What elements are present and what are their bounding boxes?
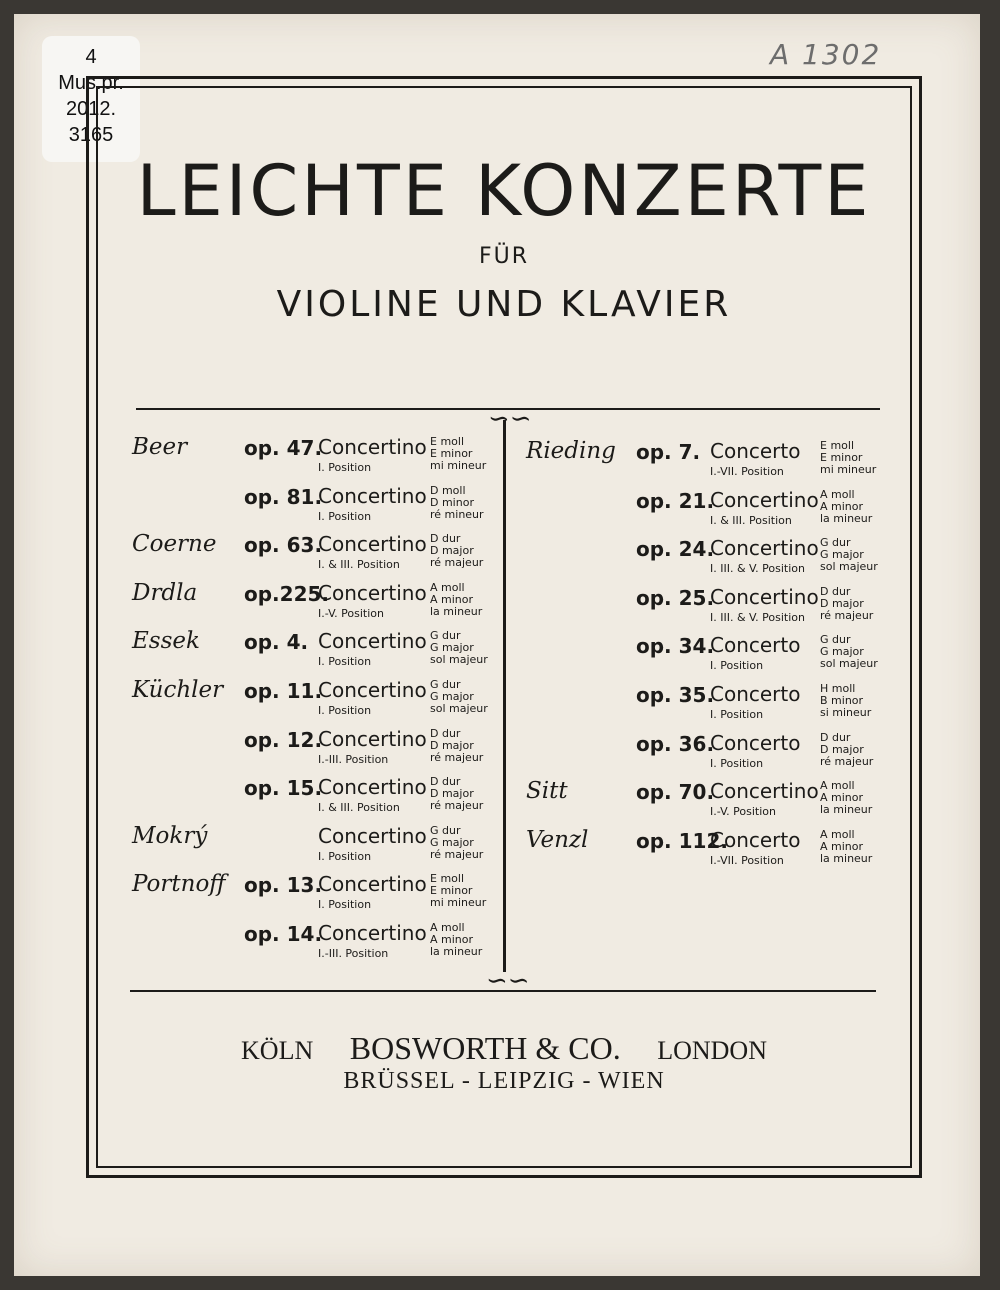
key-line: la mineur: [820, 803, 873, 817]
key-signature: [820, 683, 871, 719]
key-line: E minor: [820, 451, 863, 464]
catalogue-entry: [0, 629, 1000, 680]
position-note: I.-III. Position: [318, 752, 389, 766]
work-title: Concertino: [318, 483, 427, 508]
position-note: I. Position: [318, 509, 372, 523]
work-title: Concertino: [318, 532, 427, 557]
key-line: G dur: [430, 823, 461, 837]
catalogue-entry: [0, 483, 1000, 535]
opus-number: op. 12.: [244, 727, 323, 752]
position-note: I. Position: [710, 708, 764, 721]
key-line: D major: [430, 787, 474, 801]
key-line: G dur: [820, 633, 851, 647]
key-line: D dur: [430, 532, 461, 546]
catalogue-entry: [0, 726, 1000, 778]
catalogue-entry: [0, 775, 1000, 826]
position-note: I. Position: [710, 756, 764, 770]
key-line: mi mineur: [820, 463, 877, 476]
title-connector: FÜR: [478, 244, 530, 269]
composer-name: Beer: [132, 434, 188, 460]
key-line: ré majeur: [820, 608, 874, 622]
pencil-note: A 1302: [770, 38, 882, 71]
key-line: D major: [820, 742, 864, 756]
position-note: I.-V. Position: [318, 606, 384, 620]
work-title: Concerto: [710, 633, 801, 658]
composer-name: Coerne: [132, 531, 217, 558]
opus-number: op. 7.: [636, 440, 701, 464]
key-line: sol majeur: [430, 702, 488, 715]
key-line: D moll: [430, 483, 466, 497]
position-note: I. & III. Position: [318, 801, 400, 815]
work-title: Concertino: [318, 629, 427, 654]
key-line: sol majeur: [430, 653, 488, 667]
position-note: I. III. & V. Position: [710, 610, 805, 624]
catalogue-entry: [0, 532, 1000, 583]
key-line: D dur: [430, 775, 461, 789]
key-line: la mineur: [430, 604, 483, 618]
key-line: B minor: [820, 694, 864, 707]
key-line: ré majeur: [430, 799, 484, 813]
work-title: Concertino: [318, 726, 427, 751]
opus-number: op. 36.: [636, 731, 715, 756]
publisher-city-left: KÖLN: [241, 1036, 314, 1065]
key-line: H moll: [820, 682, 856, 695]
label-line: 2012.: [65, 98, 117, 120]
key-line: si mineur: [820, 706, 872, 719]
opus-number: op. 14.: [244, 922, 323, 946]
composer-name: Rieding: [526, 438, 616, 464]
position-note: I.-VII. Position: [710, 465, 784, 478]
key-line: G major: [430, 641, 474, 655]
work-title: Concertino: [318, 435, 427, 459]
publisher-line: [96, 1030, 912, 1067]
catalogue-entry: [0, 580, 1000, 632]
position-note: I. III. & V. Position: [710, 562, 805, 576]
position-note: I. Position: [318, 461, 372, 474]
key-line: la mineur: [820, 851, 873, 865]
key-line: G major: [430, 690, 474, 703]
work-title: Concertino: [318, 823, 427, 848]
position-note: I.-III. Position: [318, 947, 389, 960]
work-title: Concerto: [710, 827, 801, 852]
publisher-city-right: LONDON: [657, 1036, 767, 1065]
opus-number: op. 25.: [636, 585, 715, 610]
key-line: ré majeur: [820, 754, 874, 768]
catalogue-entry: [0, 678, 1000, 729]
work-title: Concertino: [318, 580, 427, 605]
work-title: Concertino: [710, 779, 819, 804]
key-signature: [820, 732, 873, 768]
key-line: A moll: [820, 487, 855, 501]
work-title: Concertino: [318, 921, 427, 945]
work-title: Concertino: [710, 536, 819, 561]
key-line: E minor: [430, 447, 473, 460]
composer-name: Sitt: [526, 778, 568, 805]
composer-name: Essek: [132, 628, 200, 655]
catalogue-entry: [0, 435, 1000, 486]
key-line: D dur: [430, 726, 461, 740]
opus-number: op.225.: [244, 581, 329, 606]
work-title: Concertino: [318, 872, 427, 897]
key-line: ré majeur: [430, 847, 484, 861]
position-note: I. Position: [318, 655, 372, 669]
opus-number: op. 35.: [636, 683, 715, 707]
work-title: Concerto: [710, 730, 801, 755]
opus-number: op. 112.: [636, 828, 728, 853]
key-line: D dur: [820, 730, 851, 744]
key-line: E moll: [430, 435, 465, 448]
opus-number: op. 11.: [244, 679, 323, 703]
key-line: A moll: [820, 827, 855, 841]
key-line: D major: [820, 596, 864, 610]
catalogue-entry: [0, 823, 1000, 875]
key-line: E moll: [820, 439, 855, 452]
key-signature: [430, 922, 482, 958]
key-line: G dur: [820, 536, 851, 550]
opus-number: op. 4.: [244, 630, 309, 655]
key-line: A moll: [430, 580, 465, 594]
label-line: 3165: [68, 124, 114, 146]
key-line: G dur: [430, 678, 461, 691]
position-note: I. Position: [318, 898, 372, 912]
position-note: I.-V. Position: [710, 805, 776, 819]
key-signature: [820, 537, 878, 573]
opus-number: op. 13.: [244, 873, 323, 898]
work-title: Concertino: [710, 487, 819, 512]
label-line: Mus.pr.: [58, 72, 124, 94]
key-line: A minor: [820, 791, 864, 805]
key-line: A minor: [430, 592, 474, 606]
key-line: A minor: [820, 839, 864, 853]
key-signature: [820, 829, 872, 865]
key-line: G major: [430, 835, 474, 849]
key-line: A minor: [430, 933, 474, 946]
key-line: ré majeur: [430, 750, 484, 764]
opus-number: op. 63.: [244, 533, 323, 558]
key-signature: [430, 873, 486, 909]
work-title: Concertino: [318, 775, 427, 800]
key-line: mi mineur: [430, 896, 487, 910]
position-note: I. & III. Position: [710, 513, 792, 527]
position-note: I. Position: [318, 849, 372, 863]
opus-number: op. 24.: [636, 537, 715, 562]
key-signature: [820, 489, 872, 525]
key-line: la mineur: [430, 945, 483, 958]
label-line: 4: [85, 46, 97, 68]
key-signature: [820, 780, 872, 816]
key-line: sol majeur: [820, 560, 878, 574]
key-line: D major: [430, 544, 474, 558]
opus-number: op. 81.: [244, 484, 323, 509]
work-title: Concertino: [710, 584, 819, 609]
key-line: A moll: [430, 921, 465, 934]
key-line: D dur: [820, 584, 851, 598]
composer-name: Portnoff: [132, 871, 226, 898]
key-line: G major: [820, 645, 864, 659]
composer-name: Venzl: [526, 826, 589, 853]
key-signature: [820, 586, 873, 622]
catalogue-entry: [0, 920, 1000, 968]
catalogue-entry: [0, 871, 1000, 919]
opus-number: op. 70.: [636, 780, 715, 805]
key-line: E moll: [430, 872, 465, 886]
key-line: G dur: [430, 629, 461, 643]
composer-name: Küchler: [132, 677, 224, 703]
position-note: I. Position: [710, 659, 764, 673]
key-line: A minor: [820, 499, 864, 513]
work-title: Concerto: [710, 682, 801, 706]
work-title: Concerto: [710, 439, 801, 463]
page-title: LEICHTE KONZERTE: [136, 150, 872, 232]
work-title: Concertino: [318, 678, 427, 702]
scroll-ornament-top: ∽∽: [488, 404, 532, 434]
key-line: la mineur: [820, 511, 873, 525]
opus-number: op. 21.: [636, 488, 715, 513]
publisher-name: BOSWORTH & CO.: [349, 1030, 621, 1066]
key-line: ré majeur: [430, 556, 484, 570]
position-note: I. & III. Position: [318, 558, 400, 572]
key-line: ré mineur: [430, 507, 484, 521]
scroll-ornament-bottom: ∽∽: [486, 966, 530, 996]
opus-number: op. 47.: [244, 436, 323, 460]
key-line: sol majeur: [820, 657, 878, 671]
key-signature: [820, 440, 876, 476]
composer-name: Mokrý: [132, 822, 208, 849]
key-line: mi mineur: [430, 459, 487, 472]
opus-number: op. 15.: [244, 776, 323, 801]
opus-number: op. 34.: [636, 634, 715, 659]
position-note: I.-VII. Position: [710, 853, 784, 867]
key-line: E minor: [430, 884, 473, 898]
position-note: I. Position: [318, 704, 372, 717]
publisher-cities: BRÜSSEL - LEIPZIG - WIEN: [343, 1068, 665, 1094]
composer-name: Drdla: [132, 579, 198, 606]
key-line: A moll: [820, 779, 855, 793]
key-line: D major: [430, 738, 474, 752]
key-line: D minor: [430, 495, 474, 509]
key-line: G major: [820, 548, 864, 562]
page-subtitle: VIOLINE UND KLAVIER: [276, 284, 732, 325]
key-signature: [820, 634, 878, 670]
